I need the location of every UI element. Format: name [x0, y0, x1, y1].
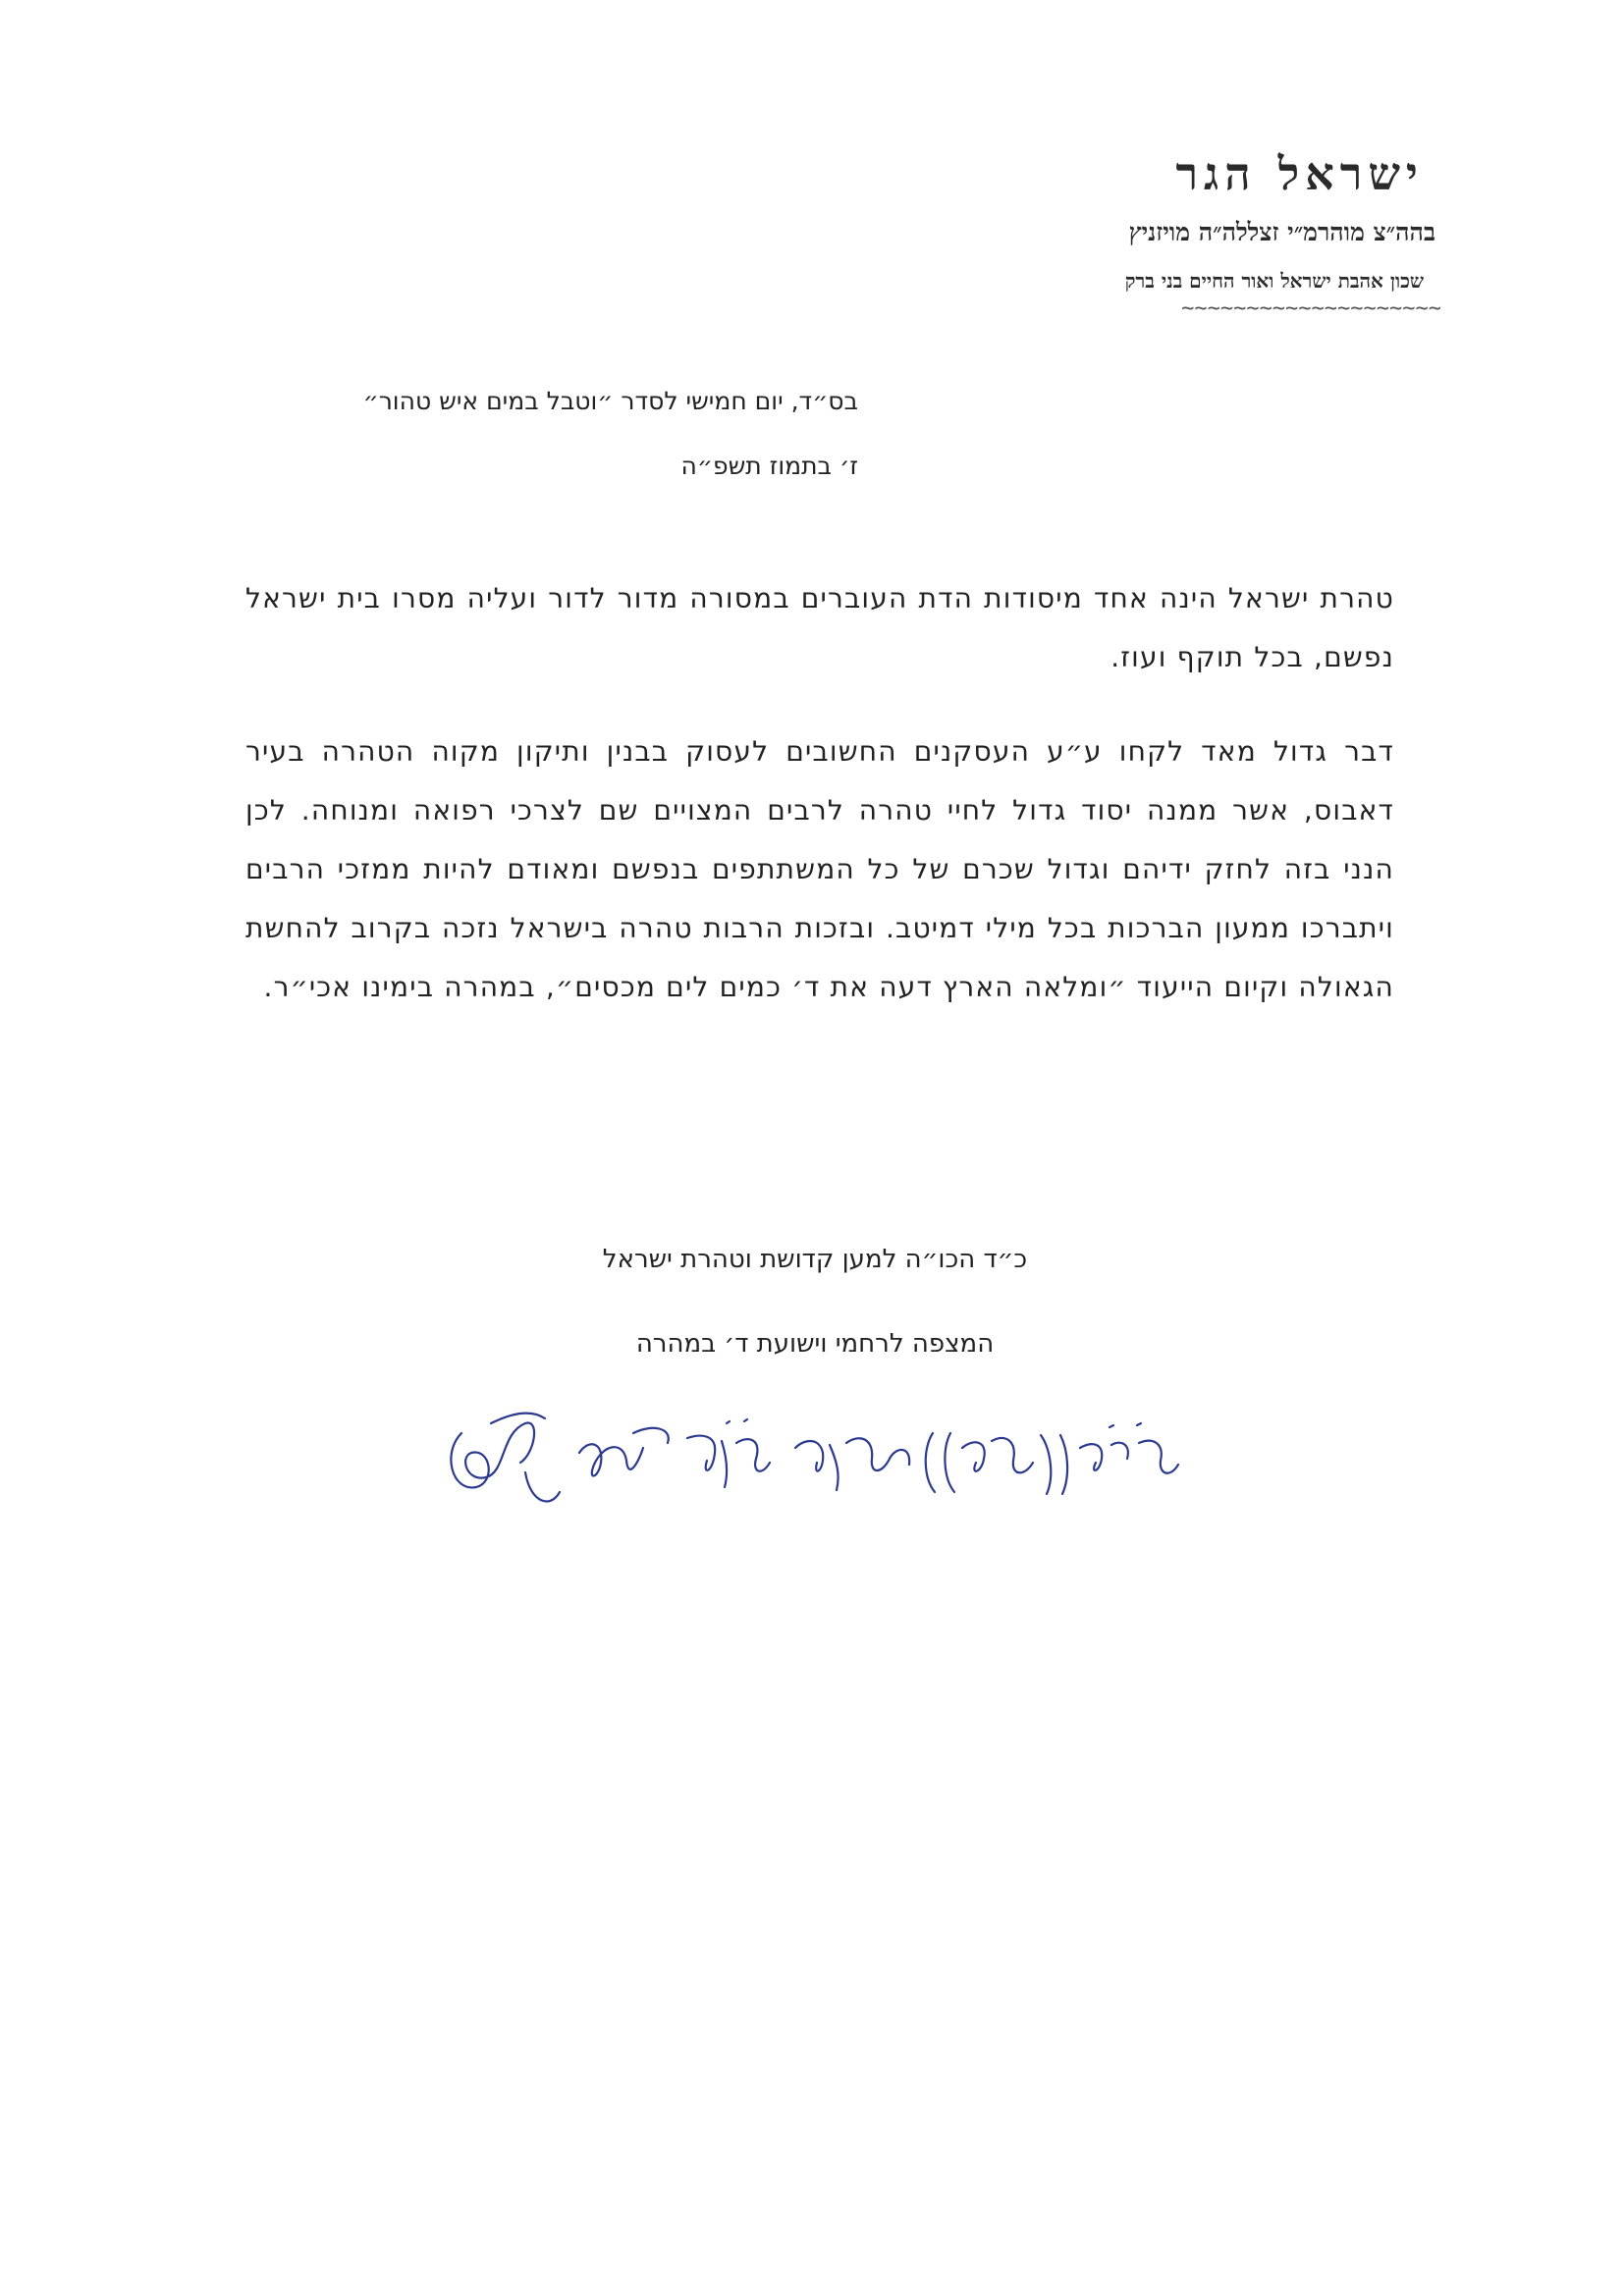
handwritten-signature: [432, 1394, 1218, 1531]
date-block: [363, 369, 858, 499]
body-paragraph-1: טהרת ישראל הינה אחד מיסודות הדת העוברים במסורה מדור לדור ועליה מסרו בית ישראל נפשם, בכל תוקף ועוז.: [245, 582, 1394, 673]
closing-line-2: המצפה לרחמי וישועת ד׳ במהרה: [635, 1329, 995, 1359]
closing-block: [491, 1217, 1139, 1386]
signature-scribble-icon: [432, 1394, 1218, 1531]
letterhead-title: בהה״צ מוהרמ״י זצללה״ה מויזניץ: [1128, 218, 1435, 246]
letter-body: [245, 569, 1394, 1052]
date-line-hebrew-date: ז׳ בתמוז תשפ״ה: [680, 452, 858, 480]
letterhead-name: ישראל הגר: [1175, 147, 1424, 200]
letterhead-address: שכון אהבת ישראל ואור החיים בני ברק: [1124, 269, 1424, 293]
letterhead-divider: ~~~~~~~~~~~~~~~~~~~~: [1181, 296, 1441, 321]
closing-line-1: כ״ד הכו״ה למען קדושת וטהרת ישראל: [602, 1245, 1028, 1274]
body-paragraph-2: דבר גדול מאד לקחו ע״ע העסקנים החשובים לעסוק בבנין ותיקון מקוה הטהרה בעיר דאבוס, אשר ממנה יסוד גדול לחיי טהרה לרבים המצויים שם לצרכי רפואה ומנוחה. לכן הנני בזה לחזק ידיהם וגדול שכרם של כל המשתתפים בנפשם ומאודם להיות ממזכי הרבים ויתברכו ממעון הברכות בכל מילי דמיטב. ובזכות הרבות טהרה בישראל נזכה בקרוב להחשת הגאולה וקיום הייעוד ״ומלאה הארץ דעה את ד׳ כמים לים מכסים״, במהרה בימינו אכי״ר.: [245, 735, 1394, 1003]
date-line-parsha: בס״ד, יום חמישי לסדר ״וטבל במים איש טהור״: [362, 387, 858, 415]
